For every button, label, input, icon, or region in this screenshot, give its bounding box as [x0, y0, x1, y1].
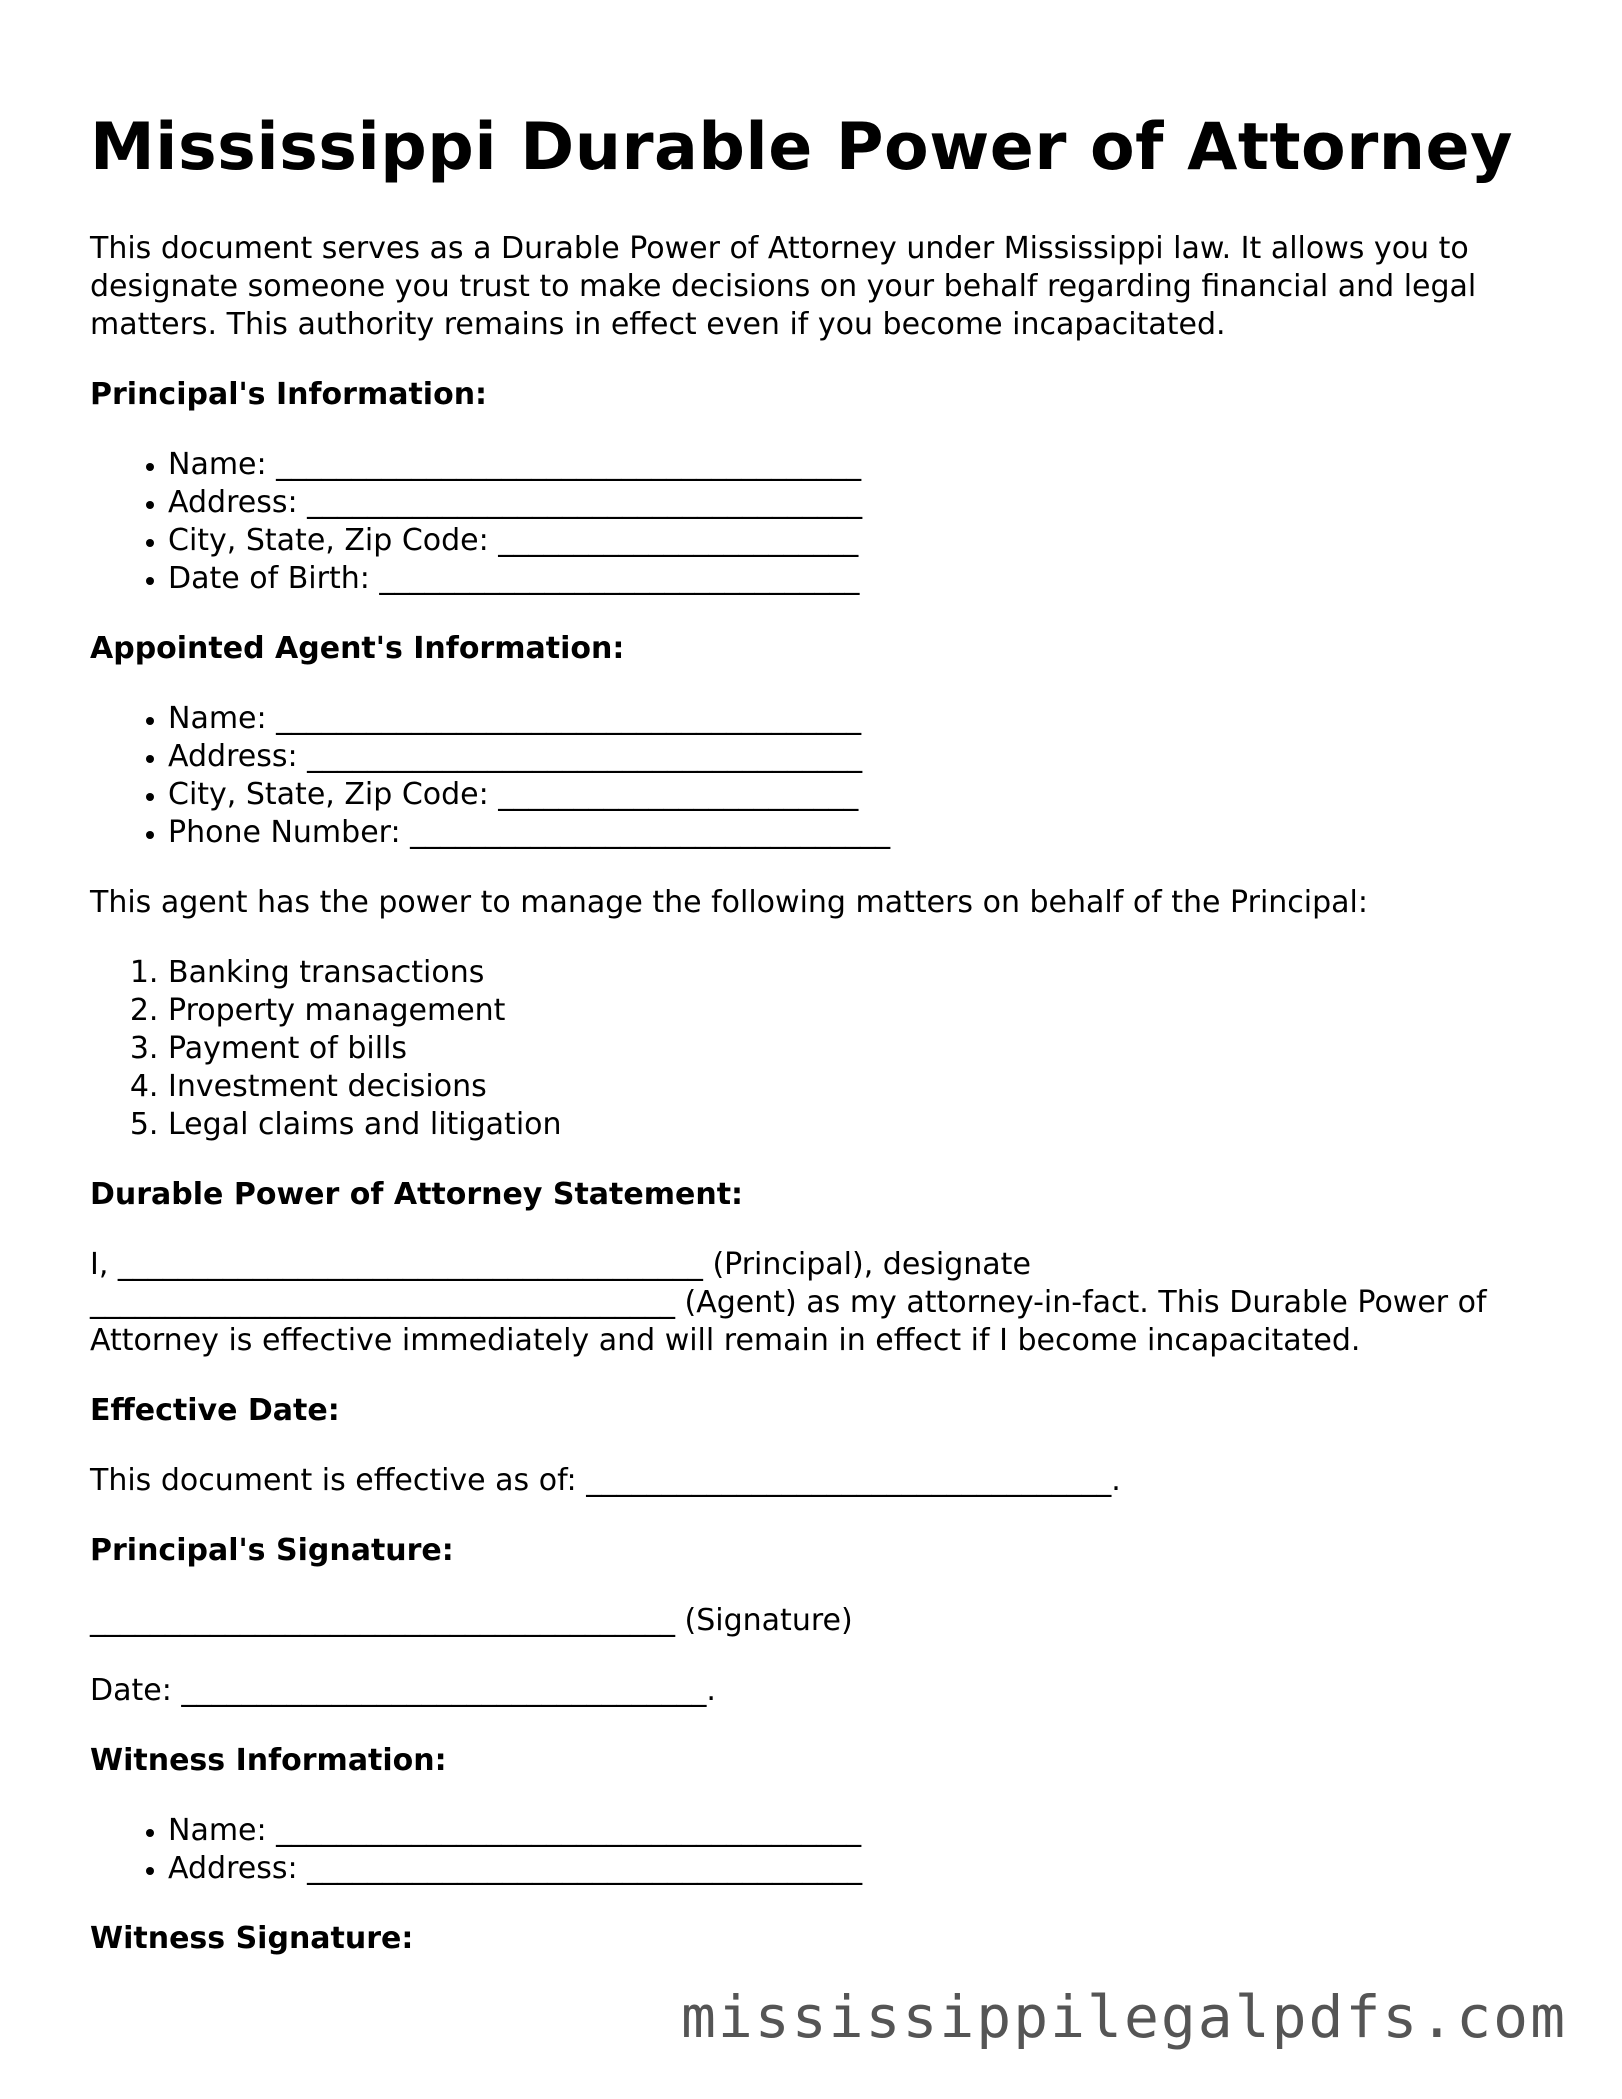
principal-name-field: • Name: _______________________________________ — [168, 446, 1530, 484]
principal-info-heading: Principal's Information: — [90, 377, 488, 412]
witness-signature-heading: Witness Signature: — [90, 1921, 414, 1956]
powers-intro: This agent has the power to manage the following matters on behalf of the Principal: — [90, 885, 1368, 920]
agent-info-heading: Appointed Agent's Information: — [90, 631, 625, 666]
agent-name-field: • Name: _______________________________________ — [168, 700, 1530, 738]
witness-name-field: • Name: _______________________________________ — [168, 1812, 1530, 1850]
principal-address-field: • Address: _____________________________________ — [168, 484, 1530, 522]
principal-city-state-zip-field: • City, State, Zip Code: ________________________ — [168, 522, 1530, 560]
document-page — [90, 110, 1530, 1990]
principal-signature-line: _______________________________________ (Signature) — [90, 1603, 853, 1638]
watermark-text: mississippilegalpdfs.com — [680, 1983, 1567, 2051]
statement-heading: Durable Power of Attorney Statement: — [90, 1177, 744, 1212]
principal-date-line: Date: ___________________________________. — [90, 1673, 716, 1708]
agent-phone-field: • Phone Number: ________________________________ — [168, 814, 1530, 852]
power-item-property: 2. Property management — [168, 992, 1530, 1030]
effective-date-text: This document is effective as of: ___________________________________. — [90, 1463, 1121, 1498]
principal-dob-field: • Date of Birth: ________________________________ — [168, 560, 1530, 598]
principal-signature-heading: Principal's Signature: — [90, 1533, 454, 1568]
powers-list — [90, 954, 1530, 1144]
power-item-bills: 3. Payment of bills — [168, 1030, 1530, 1068]
power-item-banking: 1. Banking transactions — [168, 954, 1530, 992]
intro-paragraph: This document serves as a Durable Power of Attorney under Mississippi law. It allows you to designate someone you trust to make decisions on your behalf regarding financial and legal matters. This authority remains in effect even if you become incapacitated. — [90, 231, 1477, 342]
document-title: Mississippi Durable Power of Attorney — [90, 110, 1513, 185]
principal-info-list — [90, 446, 1530, 598]
effective-date-heading: Effective Date: — [90, 1393, 340, 1428]
agent-address-field: • Address: _____________________________________ — [168, 738, 1530, 776]
witness-info-heading: Witness Information: — [90, 1743, 447, 1778]
statement-text: I, _______________________________________ (Principal), designate _______________________________________ (Agent) as my attorney-in-fact. This Durable Power of Attorney is effective immediately and will remain in effect if I become incapacitated. — [90, 1247, 1487, 1358]
witness-address-field: • Address: _____________________________________ — [168, 1850, 1530, 1888]
power-item-legal: 5. Legal claims and litigation — [168, 1106, 1530, 1144]
power-item-investment: 4. Investment decisions — [168, 1068, 1530, 1106]
agent-city-state-zip-field: • City, State, Zip Code: ________________________ — [168, 776, 1530, 814]
witness-info-list — [90, 1812, 1530, 1888]
agent-info-list — [90, 700, 1530, 852]
